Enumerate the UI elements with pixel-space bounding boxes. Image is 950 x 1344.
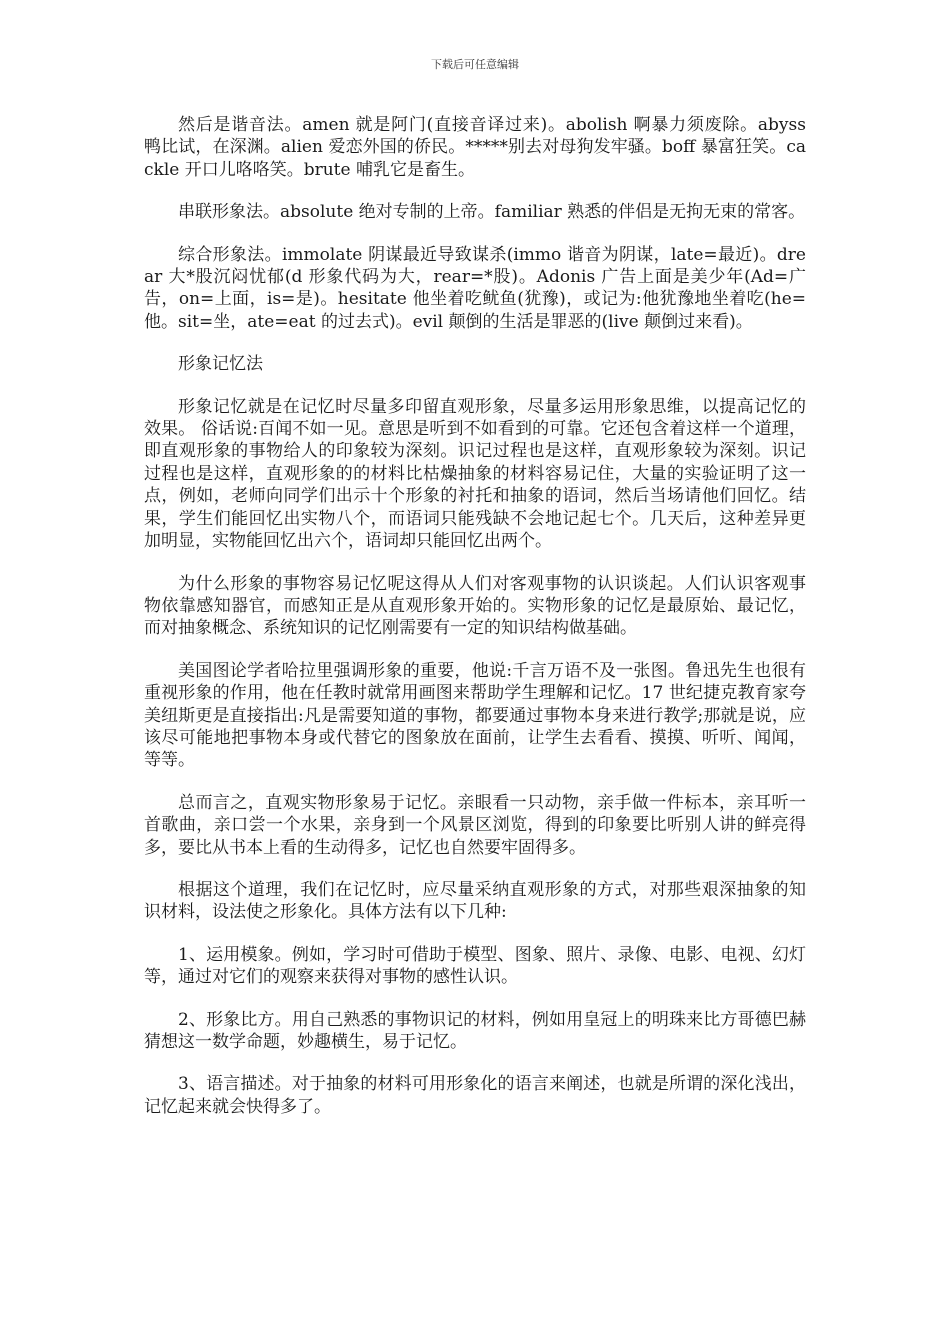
section-heading: 形象记忆法 — [178, 354, 263, 375]
document-body — [144, 114, 806, 1138]
paragraph-methods-intro: 根据这个道理，我们在记忆时，应尽量采纳直观形象的方式，对那些艰深抽象的知识材料，设法使之形象化。具体方法有以下几种: — [144, 879, 806, 923]
paragraph-combined-image-method: 综合形象法。immolate 阴谋最近导致谋杀(immo 谐音为阴谋，late=最近)。drear 大*股沉闷忧郁(d 形象代码为大，rear=*股)。Adonis 广告上面是美少年(Ad=广告，on=上面，is=是)。hesitate 他坐着吃鱿鱼(犹豫)，或记为:他犹豫地坐着吃(he=他。sit=坐，ate=eat 的过去式)。evil 颠倒的生活是罪恶的(live 颠倒过来看)。 — [144, 244, 806, 332]
paragraph-method-1: 1、运用模象。例如，学习时可借助于模型、图象、照片、录像、电影、电视、幻灯等，通过对它们的观察来获得对事物的感性认识。 — [144, 944, 806, 988]
paragraph-summary: 总而言之，直观实物形象易于记忆。亲眼看一只动物，亲手做一件标本，亲耳听一首歌曲，亲口尝一个水果，亲身到一个风景区浏览，得到的印象要比听别人讲的鲜亮得多，要比从书本上看的生动得多，记忆也自然要牢固得多。 — [144, 792, 806, 858]
paragraph-image-memory-definition: 形象记忆就是在记忆时尽量多印留直观形象，尽量多运用形象思维，以提高记忆的效果。 俗话说:百闻不如一见。意思是听到不如看到的可靠。它还包含着这样一个道理，即直观形象的事物给人的印象较为深刻。识记过程也是这样，直观形象较为深刻。识记过程也是这样，直观形象的的材料比枯燥抽象的材料容易记住，大量的实验证明了这一点，例如，老师向同学们出示十个形象的衬托和抽象的语词，然后当场请他们回忆。结果，学生们能回忆出实物八个，而语词只能残缺不会地记起七个。几天后，这种差异更加明显，实物能回忆出六个，语词却只能回忆出两个。 — [144, 396, 806, 552]
paragraph-chain-image-method: 串联形象法。absolute 绝对专制的上帝。familiar 熟悉的伴侣是无拘无束的常客。 — [178, 202, 806, 223]
page-header: 下载后可任意编辑 — [431, 58, 519, 71]
paragraph-harary-quote: 美国图论学者哈拉里强调形象的重要，他说:千言万语不及一张图。鲁迅先生也很有重视形象的作用，他在任教时就常用画图来帮助学生理解和记忆。17 世纪捷克教育家夸美纽斯更是直接指出:凡是需要知道的事物，都要通过事物本身来进行教学;那就是说，应该尽可能地把事物本身或代替它的图象放在面前，让学生去看看、摸摸、听听、闻闻，等等。 — [144, 660, 806, 771]
paragraph-homophone-method: 然后是谐音法。amen 就是阿门(直接音译过来)。abolish 啊暴力须废除。abyss 鸭比试，在深渊。alien 爱恋外国的侨民。*****别去对母狗发牢骚。boff 暴富狂笑。cackle 开口儿咯咯笑。brute 哺乳它是畜生。 — [144, 115, 806, 180]
paragraph-method-2: 2、形象比方。用自己熟悉的事物识记的材料，例如用皇冠上的明珠来比方哥德巴赫猜想这一数学命题，妙趣横生，易于记忆。 — [144, 1009, 806, 1052]
paragraph-why-images-memorable: 为什么形象的事物容易记忆呢这得从人们对客观事物的认识谈起。人们认识客观事物依靠感知器官，而感知正是从直观形象开始的。实物形象的记忆是最原始、最记忆，而对抽象概念、系统知识的记忆刚需要有一定的知识结构做基础。 — [144, 573, 806, 639]
paragraph-method-3: 3、语言描述。对于抽象的材料可用形象化的语言来阐述，也就是所谓的深化浅出，记忆起来就会快得多了。 — [144, 1074, 806, 1117]
